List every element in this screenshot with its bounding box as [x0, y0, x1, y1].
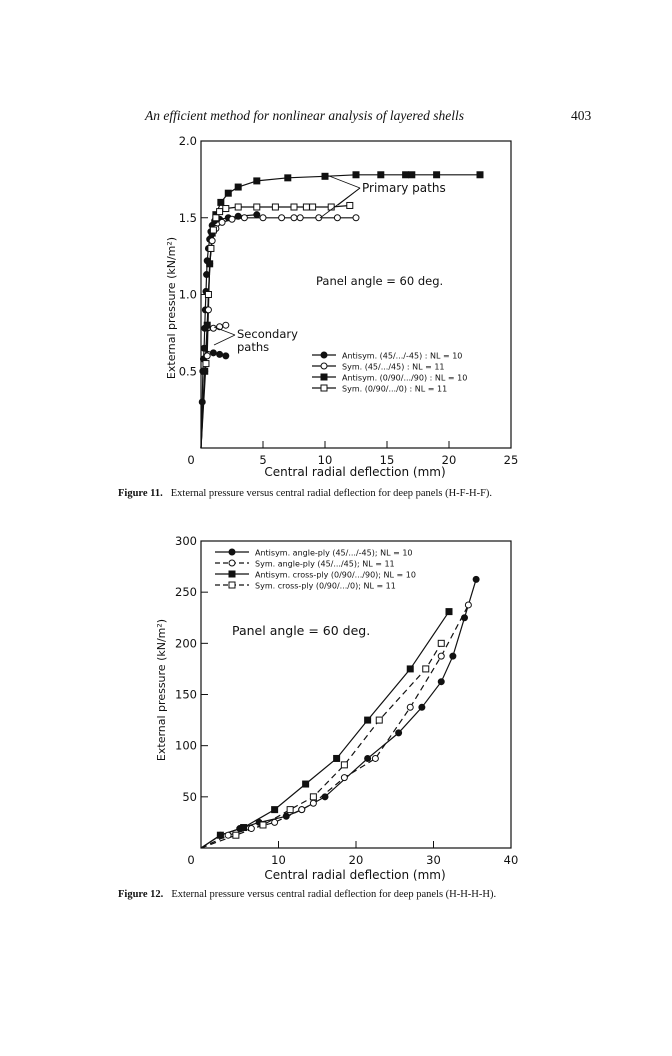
series-3-point	[291, 204, 297, 210]
series-2-point	[235, 184, 241, 190]
legend-entry: Antisym. cross-ply (0/90/.../90); NL = 10	[255, 570, 416, 580]
chart-figure-12	[0, 530, 672, 885]
legend-marker	[229, 571, 235, 577]
series-4-point	[217, 351, 223, 357]
chart1-annotation-secondary-line2: paths	[237, 340, 270, 354]
series-1-point	[219, 219, 225, 225]
series-1-point	[465, 602, 471, 608]
series-3-point	[260, 822, 266, 828]
caption-text: External pressure versus central radial deflection for deep panels (H-H-H-H).	[171, 889, 497, 900]
series-4-point	[223, 353, 229, 359]
y-tick-label: 200	[175, 636, 197, 651]
series-3-point	[376, 717, 382, 723]
series-3-point	[223, 206, 229, 212]
series-1-point	[272, 819, 278, 825]
chart1-legend	[312, 352, 467, 394]
y-tick-label: 100	[175, 738, 197, 753]
series-2-point	[477, 172, 483, 178]
series-3-point	[303, 204, 309, 210]
x-tick-label: 20	[441, 453, 457, 467]
plot-frame	[201, 141, 511, 448]
series-4-point	[210, 350, 216, 356]
series-1-point	[297, 215, 303, 221]
legend-entry: Sym. (45/.../45) : NL = 11	[342, 362, 445, 372]
series-1-point	[204, 353, 210, 359]
series-3-point	[310, 204, 316, 210]
chart2-legend	[215, 549, 416, 591]
series-2-point	[353, 172, 359, 178]
series-3-point	[287, 807, 293, 813]
series-1-point	[279, 215, 285, 221]
series-0-point	[438, 679, 444, 685]
series-0-point	[235, 213, 241, 219]
caption-text: External pressure versus central radial deflection for deep panels (H-F-H-F).	[170, 488, 493, 499]
legend-marker	[321, 363, 327, 369]
series-0-point	[204, 272, 210, 278]
series-0-point	[254, 212, 260, 218]
series-3-point	[233, 832, 239, 838]
series-2-point	[218, 199, 224, 205]
chart2-annotation-panel-angle: Panel angle = 60 deg.	[232, 623, 371, 638]
series-3-point	[272, 204, 278, 210]
series-1-point	[291, 215, 297, 221]
series-2-point	[407, 666, 413, 672]
caption-figure-11	[118, 488, 618, 499]
series-0-point	[396, 730, 402, 736]
x-tick-label: 30	[426, 853, 441, 867]
y-tick-label: 1.0	[178, 287, 197, 302]
x-tick-label: 10	[271, 853, 286, 867]
x-tick-label: 0	[187, 453, 195, 467]
legend-marker	[229, 549, 235, 555]
series-0-point	[419, 704, 425, 710]
chart-figure-11	[0, 130, 672, 485]
series-2-point	[202, 368, 208, 374]
chart2-ylabel: External pressure (kN/m²)	[155, 618, 168, 762]
legend-marker	[229, 560, 235, 566]
y-tick-label: 50	[182, 789, 197, 804]
series-1-point	[229, 216, 235, 222]
chart1-annotation-secondary-line1: Secondary	[237, 327, 298, 341]
series-0-point	[365, 755, 371, 761]
series-3-point	[341, 762, 347, 768]
series-2-point	[225, 190, 231, 196]
series-2-point	[409, 172, 415, 178]
series-3-point	[205, 292, 211, 298]
series-3-point	[254, 204, 260, 210]
series-line-2	[201, 612, 449, 848]
series-0-point	[450, 653, 456, 659]
series-2-point	[303, 781, 309, 787]
legend-entry: Antisym. angle-ply (45/.../-45); NL = 10	[255, 548, 413, 558]
x-tick-label: 0	[187, 853, 195, 867]
legend-entry: Antisym. (0/90/.../90) : NL = 10	[342, 373, 468, 383]
series-1-point	[260, 215, 266, 221]
series-1-point	[248, 826, 254, 832]
legend-entry: Sym. cross-ply (0/90/.../0); NL = 11	[255, 581, 396, 591]
series-3-point	[347, 202, 353, 208]
x-tick-label: 40	[503, 853, 519, 867]
series-2-point	[204, 322, 210, 328]
caption-number: Figure 12.	[118, 889, 164, 900]
chart1-annotation-primary: Primary paths	[362, 181, 446, 195]
series-3-point	[213, 215, 219, 221]
legend-marker	[229, 582, 235, 588]
chart1-ylabel: External pressure (kN/m²)	[165, 236, 178, 380]
chart1-annotation-leaders	[214, 174, 360, 345]
legend-entry: Sym. (0/90/.../0) : NL = 11	[342, 384, 448, 394]
x-tick-label: 5	[259, 453, 267, 467]
chart1-xlabel: Central radial deflection (mm)	[264, 465, 446, 479]
series-2-point	[403, 172, 409, 178]
series-1-point	[225, 832, 231, 838]
caption-figure-12	[118, 889, 618, 900]
x-tick-label: 10	[317, 453, 333, 467]
series-2-point	[241, 825, 247, 831]
legend-entry: Antisym. (45/.../-45) : NL = 10	[342, 351, 463, 361]
y-tick-label: 250	[175, 585, 197, 600]
series-2-point	[285, 175, 291, 181]
y-tick-label: 150	[175, 687, 197, 702]
series-2-point	[207, 261, 213, 267]
series-1-point	[205, 307, 211, 313]
series-0-point	[462, 615, 468, 621]
series-1-point	[299, 807, 305, 813]
running-header	[0, 108, 672, 128]
series-3-point	[217, 209, 223, 215]
series-3-point	[423, 666, 429, 672]
legend-entry: Sym. angle-ply (45/.../45); NL = 11	[255, 559, 395, 569]
series-1-point	[209, 238, 215, 244]
series-2-point	[378, 172, 384, 178]
running-title: An efficient method for nonlinear analysis of layered shells	[145, 108, 464, 123]
series-1-point	[372, 755, 378, 761]
series-1-point	[353, 215, 359, 221]
x-tick-label: 15	[379, 453, 395, 467]
series-0-point	[199, 399, 205, 405]
series-2-point	[254, 178, 260, 184]
series-3-point	[438, 640, 444, 646]
series-2-point	[365, 717, 371, 723]
caption-number: Figure 11.	[118, 488, 163, 499]
series-5-point	[223, 322, 229, 328]
series-2-point	[272, 807, 278, 813]
x-tick-label: 20	[348, 853, 364, 867]
legend-marker	[321, 385, 327, 391]
y-tick-label: 300	[175, 534, 197, 548]
series-0-point	[201, 345, 207, 351]
series-line-3	[201, 643, 441, 848]
y-tick-label: 1.5	[178, 210, 197, 225]
x-tick-label: 25	[503, 453, 519, 467]
series-1-point	[310, 800, 316, 806]
series-1-point	[334, 215, 340, 221]
series-2-point	[434, 172, 440, 178]
legend-marker	[321, 374, 327, 380]
series-1-point	[438, 653, 444, 659]
series-1-point	[241, 215, 247, 221]
series-0-point	[322, 794, 328, 800]
y-tick-label: 2.0	[178, 134, 197, 148]
chart1-annotation-panel-angle: Panel angle = 60 deg.	[316, 274, 444, 288]
chart2-xlabel: Central radial deflection (mm)	[264, 868, 446, 882]
series-0-point	[283, 813, 289, 819]
series-3-point	[210, 227, 216, 233]
y-tick-label: 0.5	[178, 364, 197, 379]
series-3-point	[235, 204, 241, 210]
series-3-point	[310, 794, 316, 800]
page-number: 403	[571, 108, 592, 123]
series-2-point	[334, 755, 340, 761]
series-1-point	[407, 704, 413, 710]
legend-marker	[321, 352, 327, 358]
series-1-point	[341, 775, 347, 781]
series-2-point	[217, 832, 223, 838]
series-0-point	[473, 576, 479, 582]
series-5-point	[210, 325, 216, 331]
series-3-point	[203, 361, 209, 367]
series-3-point	[208, 245, 214, 251]
series-2-point	[446, 609, 452, 615]
series-line-0	[201, 579, 476, 848]
